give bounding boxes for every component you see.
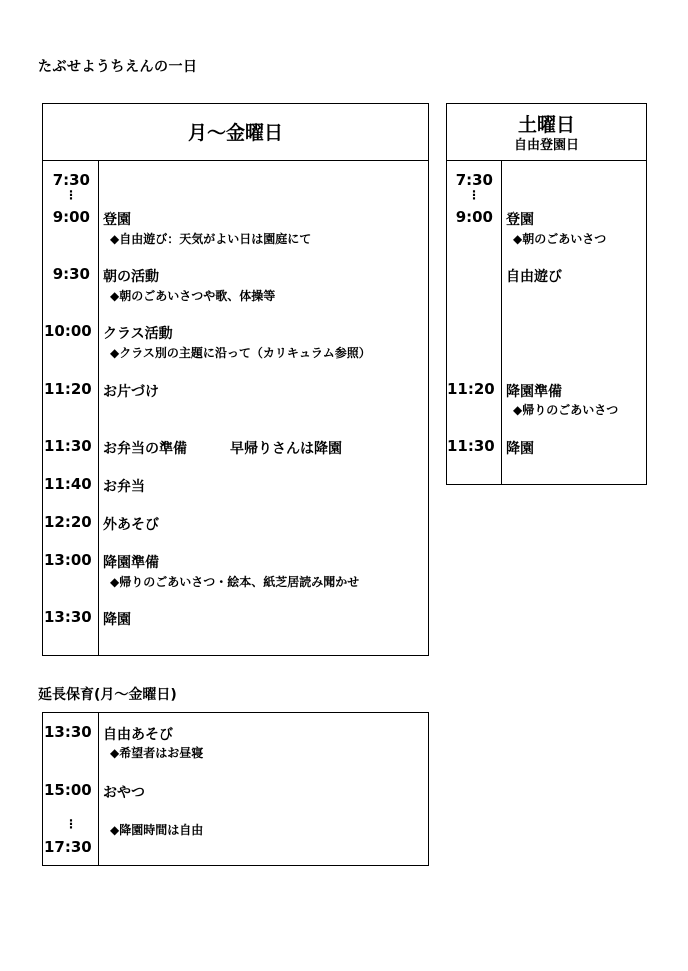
extended-time: 15:00 <box>44 781 92 799</box>
weekday-time: 13:00 <box>44 551 92 569</box>
extended-column-divider <box>98 712 99 866</box>
saturday-time: 7:30 <box>455 171 493 189</box>
weekday-time: 11:30 <box>44 437 92 455</box>
weekday-time: 9:30 <box>52 265 90 283</box>
saturday-time: 11:30 <box>447 437 495 455</box>
saturday-column-divider <box>501 160 502 485</box>
weekday-note: ◆クラス別の主題に沿って（カリキュラム参照） <box>110 346 371 360</box>
extended-time-dots: ⋮ <box>65 817 77 831</box>
weekday-note: ◆自由遊び：天気がよい日は園庭にて <box>110 232 312 246</box>
weekday-time: 12:20 <box>44 513 92 531</box>
extended-time: 13:30 <box>44 723 92 741</box>
extended-time: 17:30 <box>44 838 92 856</box>
weekday-activity: クラス活動 <box>103 326 173 342</box>
extended-note: ◆希望者はお昼寝 <box>110 746 204 760</box>
weekday-activity: お片づけ <box>103 384 159 400</box>
weekday-early-pickup-note: 早帰りさんは降園 <box>230 441 342 457</box>
weekday-activity: 登園 <box>103 212 131 228</box>
weekday-column-divider <box>98 160 99 656</box>
weekday-activity: 外あそび <box>103 517 159 533</box>
saturday-heading: 土曜日 <box>517 114 575 136</box>
saturday-header-divider <box>446 160 647 161</box>
saturday-time: 11:20 <box>447 380 495 398</box>
weekday-activity: 降園 <box>103 612 131 628</box>
extended-note: ◆降園時間は自由 <box>110 823 204 837</box>
weekday-header-divider <box>42 160 429 161</box>
weekday-time: 13:30 <box>44 608 92 626</box>
weekday-activity: 朝の活動 <box>103 269 159 285</box>
saturday-note: ◆朝のごあいさつ <box>513 232 607 246</box>
weekday-time: 7:30 <box>52 171 90 189</box>
weekday-note: ◆朝のごあいさつや歌、体操等 <box>110 289 276 303</box>
weekday-time-dots: ⋮ <box>65 188 77 202</box>
saturday-activity: 登園 <box>506 212 534 228</box>
saturday-time: 9:00 <box>455 208 493 226</box>
weekday-activity: お弁当の準備 <box>103 441 187 457</box>
page-title: たぶせようちえんの一日 <box>38 59 198 75</box>
weekday-time: 11:20 <box>44 380 92 398</box>
saturday-activity: 降園 <box>506 441 534 457</box>
extended-care-table <box>42 712 429 866</box>
weekday-heading: 月～金曜日 <box>187 122 283 144</box>
extended-activity: 自由あそび <box>103 727 173 743</box>
weekday-time: 11:40 <box>44 475 92 493</box>
weekday-note: ◆帰りのごあいさつ・絵本、紙芝居読み聞かせ <box>110 575 360 589</box>
saturday-activity: 降園準備 <box>506 384 562 400</box>
saturday-note: ◆帰りのごあいさつ <box>513 403 619 417</box>
extended-activity: おやつ <box>103 785 145 801</box>
weekday-activity: 降園準備 <box>103 555 159 571</box>
saturday-subheading: 自由登園日 <box>513 138 579 153</box>
weekday-activity: お弁当 <box>103 479 145 495</box>
extended-care-heading: 延長保育(月～金曜日) <box>38 687 177 703</box>
weekday-time: 9:00 <box>52 208 90 226</box>
saturday-activity: 自由遊び <box>506 269 562 285</box>
saturday-time-dots: ⋮ <box>468 188 480 202</box>
weekday-time: 10:00 <box>44 322 92 340</box>
